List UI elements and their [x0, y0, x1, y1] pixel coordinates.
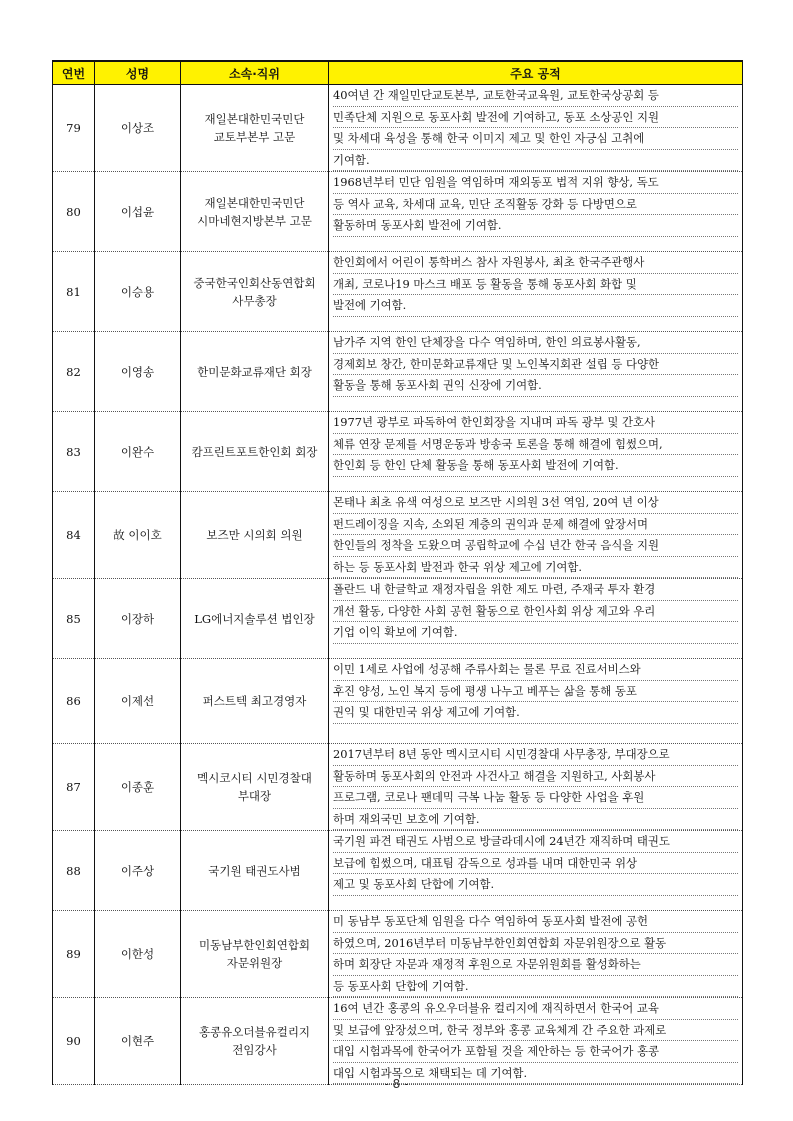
- affiliation-cell: [181, 659, 329, 744]
- achievement-cell: [329, 332, 743, 412]
- achievement-line: 기여함.: [333, 150, 738, 172]
- achievement-line: 및 보급에 앞장섰으며, 한국 정부와 홍콩 교육체계 간 주요한 과제로: [333, 1020, 738, 1042]
- affiliation-line: 멕시코시티 시민경찰대: [197, 771, 312, 785]
- table-row: [53, 172, 743, 252]
- affiliation-line: 보즈만 시의회 의원: [206, 528, 303, 542]
- achievement-line: 국기원 파견 태권도 사범으로 방글라데시에 24년간 재직하며 태권도: [333, 831, 738, 853]
- affiliation-cell: [181, 492, 329, 579]
- achievement-line: 개최, 코로나19 마스크 배포 등 활동을 통해 동포사회 화합 및: [333, 274, 738, 296]
- achievement-line: 몬태나 최초 유색 여성으로 보즈만 시의원 3선 역임, 20여 년 이상: [333, 492, 738, 514]
- recipient-name: 이장하: [95, 579, 181, 659]
- recipient-name: 이섭윤: [95, 172, 181, 252]
- achievement-line: 미 동남부 동포단체 임원을 다수 역임하여 동포사회 발전에 공헌: [333, 911, 738, 933]
- affiliation-line: 퍼스트텍 최고경영자: [202, 694, 307, 708]
- achievement-line: 개선 활동, 다양한 사회 공헌 활동으로 한인사회 위상 제고와 우리: [333, 601, 738, 623]
- row-number: 82: [53, 332, 95, 412]
- header-no: 연번: [53, 61, 95, 85]
- achievement-line: 1977년 광부로 파독하여 한인회장을 지내며 파독 광부 및 간호사: [333, 412, 738, 434]
- row-number: 90: [53, 998, 95, 1085]
- achievement-line: 경제회보 창간, 한미문화교류재단 및 노인복지회관 설립 등 다양한: [333, 354, 738, 376]
- achievement-line: 후진 양성, 노인 복지 등에 평생 나누고 베푸는 삶을 통해 동포: [333, 681, 738, 703]
- achievement-line: 활동하며 동포사회의 안전과 사건사고 해결을 지원하고, 사회봉사: [333, 766, 738, 788]
- row-number: 83: [53, 412, 95, 492]
- achievement-line: 16여 년간 홍콩의 유오우더블유 컬리지에 재직하면서 한국어 교육: [333, 998, 738, 1020]
- affiliation-cell: [181, 744, 329, 831]
- row-number: 85: [53, 579, 95, 659]
- achievement-line: 한인회에서 어린이 통학버스 참사 자원봉사, 최초 한국주관행사: [333, 252, 738, 274]
- page-number: - 8 -: [384, 1077, 409, 1091]
- affiliation-line: 캄프린트포트한인회 회장: [191, 444, 318, 459]
- achievement-cell: [329, 85, 743, 172]
- row-number: 86: [53, 659, 95, 744]
- achievement-line: 하며 재외국민 보호에 기여함.: [333, 809, 738, 831]
- affiliation-line: LG에너지솔루션 법인장: [194, 611, 315, 626]
- table-row: [53, 85, 743, 172]
- affiliation-line: 중국한국인회산동연합회: [193, 275, 316, 290]
- achievement-line: 하는 등 동포사회 발전과 한국 위상 제고에 기여함.: [333, 557, 738, 579]
- row-number: 88: [53, 831, 95, 911]
- affiliation-line: 홍콩유오더블유컬리지: [198, 1025, 311, 1039]
- achievement-cell: [329, 998, 743, 1085]
- recipient-name: 이상조: [95, 85, 181, 172]
- achievement-line: 체류 연장 문제를 서명운동과 방송국 토론을 통해 해결에 힘썼으며,: [333, 434, 738, 456]
- affiliation-line: 미동남부한인회연합회: [198, 938, 311, 952]
- recipient-name: 이현주: [95, 998, 181, 1085]
- achievement-cell: [329, 172, 743, 252]
- recipient-name: 이종훈: [95, 744, 181, 831]
- achievement-line: 등 역사 교육, 차세대 교육, 민단 조직활동 강화 등 다방면으로: [333, 194, 738, 216]
- achievement-line: 한인들의 정착을 도왔으며 공립학교에 수십 년간 한국 음식을 지원: [333, 535, 738, 557]
- achievement-cell: [329, 412, 743, 492]
- table-row: [53, 831, 743, 911]
- affiliation-cell: [181, 998, 329, 1085]
- recipient-name: 故 이이호: [95, 492, 181, 579]
- awards-table: [52, 60, 743, 1085]
- recipient-name: 이승용: [95, 252, 181, 332]
- row-number: 80: [53, 172, 95, 252]
- header-affiliation: 소속·직위: [181, 61, 329, 85]
- achievement-line: 민족단체 지원으로 동포사회 발전에 기여하고, 동포 소상공인 지원: [333, 107, 738, 129]
- achievement-cell: [329, 252, 743, 332]
- achievement-line: 폴란드 내 한글학교 재정자립을 위한 제도 마련, 주재국 투자 환경: [333, 579, 738, 601]
- table-row: [53, 998, 743, 1085]
- affiliation-line: 재일본대한민국민단: [204, 112, 305, 126]
- achievement-line: 권익 및 대한민국 위상 제고에 기여함.: [333, 702, 738, 724]
- affiliation-cell: [181, 579, 329, 659]
- achievement-line: 발전에 기여함.: [333, 295, 738, 317]
- header-achievements: 주요 공적: [329, 61, 743, 85]
- affiliation-cell: [181, 332, 329, 412]
- affiliation-line: 재일본대한민국민단: [204, 195, 305, 210]
- recipient-name: 이완수: [95, 412, 181, 492]
- achievement-line: 하였으며, 2016년부터 미동남부한인회연합회 자문위원장으로 활동: [333, 933, 738, 955]
- achievement-cell: [329, 579, 743, 659]
- affiliation-line: 부대장: [237, 789, 272, 803]
- affiliation-line: 전임강사: [232, 1043, 277, 1057]
- row-number: 89: [53, 911, 95, 998]
- table-row: [53, 332, 743, 412]
- table-row: [53, 744, 743, 831]
- affiliation-cell: [181, 911, 329, 998]
- achievement-cell: [329, 659, 743, 744]
- achievement-line: 한인회 등 한인 단체 활동을 통해 동포사회 발전에 기여함.: [333, 455, 738, 477]
- recipient-name: 이주상: [95, 831, 181, 911]
- affiliation-line: 사무총장: [232, 293, 277, 308]
- achievement-line: 대입 시험과목으로 채택되는 데 기여함.: [333, 1063, 738, 1085]
- achievement-line: 활동을 통해 동포사회 권익 신장에 기여함.: [333, 375, 738, 397]
- affiliation-cell: [181, 831, 329, 911]
- achievement-line: 대입 시험과목에 한국어가 포함될 것을 제안하는 등 한국어가 홍콩: [333, 1041, 738, 1063]
- table-row: [53, 659, 743, 744]
- table-row: [53, 412, 743, 492]
- affiliation-line: 교토부본부 고문: [213, 130, 296, 144]
- affiliation-cell: [181, 172, 329, 252]
- table-row: [53, 579, 743, 659]
- row-number: 79: [53, 85, 95, 172]
- achievement-line: 2017년부터 8년 동안 멕시코시티 시민경찰대 사무총장, 부대장으로: [333, 744, 738, 766]
- achievement-line: 프로그램, 코로나 팬데믹 극복 나눔 활동 등 다양한 사업을 후원: [333, 787, 738, 809]
- affiliation-line: 시마네현지방본부 고문: [197, 213, 312, 228]
- achievement-cell: [329, 492, 743, 579]
- achievement-line: 이민 1세로 사업에 성공해 주류사회는 물론 무료 진료서비스와: [333, 659, 738, 681]
- achievement-line: 기업 이익 확보에 기여함.: [333, 622, 738, 644]
- affiliation-cell: [181, 252, 329, 332]
- achievement-line: 등 동포사회 단합에 기여함.: [333, 976, 738, 998]
- table-row: [53, 911, 743, 998]
- row-number: 81: [53, 252, 95, 332]
- affiliation-line: 한미문화교류재단 회장: [197, 364, 312, 379]
- achievement-line: 1968년부터 민단 임원을 역임하며 재외동포 법적 지위 향상, 독도: [333, 172, 738, 194]
- achievement-line: 및 차세대 육성을 통해 한국 이미지 제고 및 한인 자긍심 고취에: [333, 128, 738, 150]
- achievement-line: 보급에 힘썼으며, 대표팀 감독으로 성과를 내며 대한민국 위상: [333, 853, 738, 875]
- table-header-row: [53, 61, 743, 85]
- achievement-line: 펀드레이징을 지속, 소외된 계층의 권익과 문제 해결에 앞장서며: [333, 514, 738, 536]
- affiliation-cell: [181, 85, 329, 172]
- achievement-line: 하며 회장단 자문과 재정적 후원으로 자문위원회를 활성화하는: [333, 954, 738, 976]
- recipient-name: 이한성: [95, 911, 181, 998]
- table-row: [53, 252, 743, 332]
- table-row: [53, 492, 743, 579]
- affiliation-line: 국기원 태권도사범: [208, 863, 301, 878]
- affiliation-line: 자문위원장: [226, 956, 283, 970]
- achievement-line: 남가주 지역 한인 단체장을 다수 역임하며, 한인 의료봉사활동,: [333, 332, 738, 354]
- table-body: [53, 85, 743, 1085]
- achievement-line: 제고 및 동포사회 단합에 기여함.: [333, 874, 738, 896]
- achievement-cell: [329, 831, 743, 911]
- recipient-name: 이제선: [95, 659, 181, 744]
- achievement-cell: [329, 744, 743, 831]
- affiliation-cell: [181, 412, 329, 492]
- achievement-line: 40여년 간 재일민단교토본부, 교토한국교육원, 교토한국상공회 등: [333, 85, 738, 107]
- row-number: 87: [53, 744, 95, 831]
- achievement-cell: [329, 911, 743, 998]
- recipient-name: 이영송: [95, 332, 181, 412]
- achievement-line: 활동하며 동포사회 발전에 기여함.: [333, 215, 738, 237]
- header-name: 성명: [95, 61, 181, 85]
- row-number: 84: [53, 492, 95, 579]
